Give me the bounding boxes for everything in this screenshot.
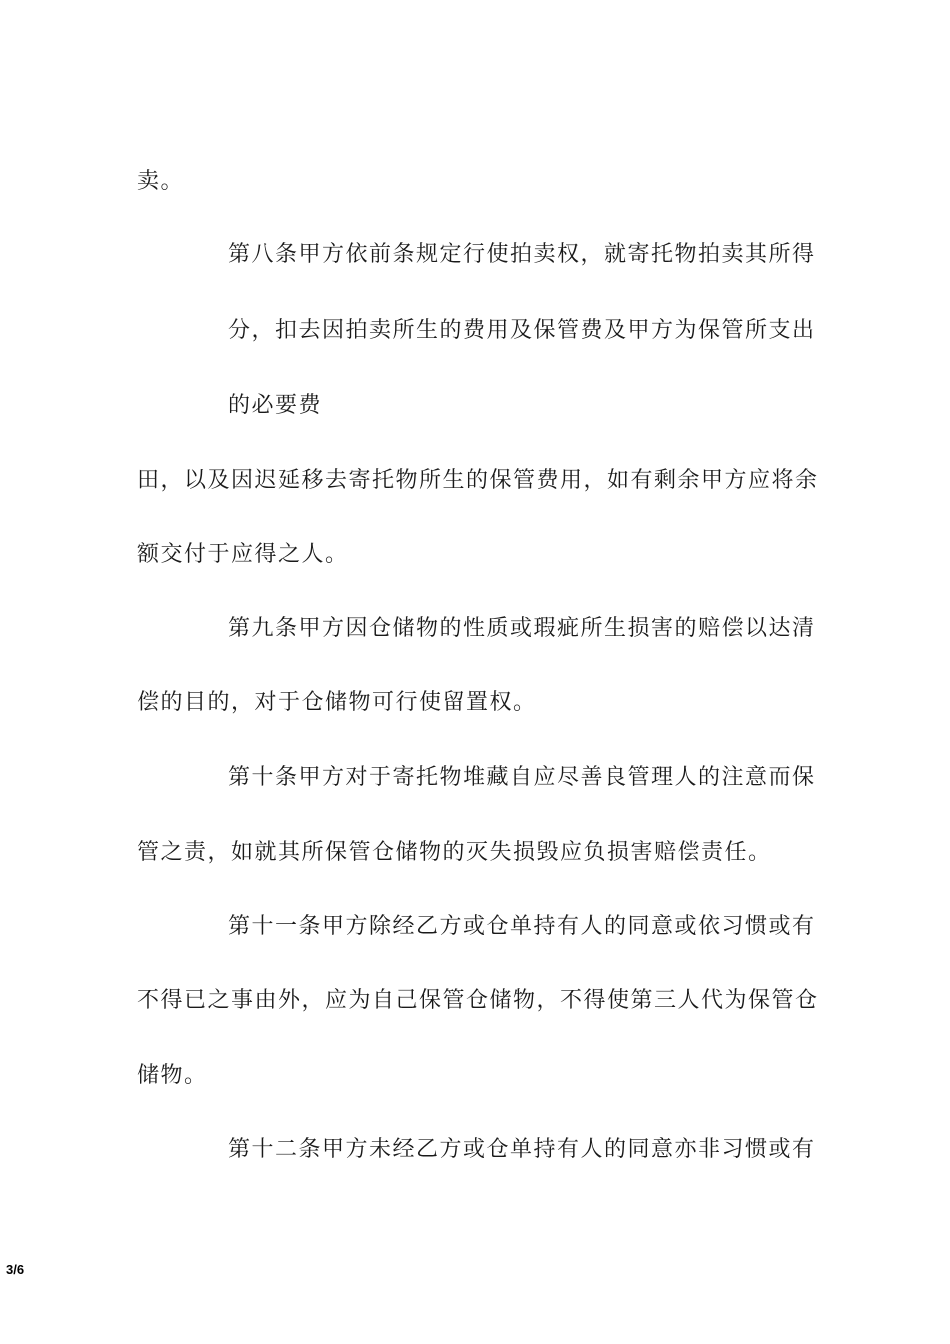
text-line-12: 不得已之事由外，应为自己保管仓储物，不得使第三人代为保管仓 — [137, 988, 819, 1013]
text-line-5: 田，以及因迟延移去寄托物所生的保管费用，如有剩余甲方应将余 — [137, 468, 819, 493]
text-line-7: 第九条甲方因仓储物的性质或瑕疵所生损害的赔偿以达清 — [228, 616, 816, 641]
text-line-9: 第十条甲方对于寄托物堆藏自应尽善良管理人的注意而保 — [228, 765, 816, 790]
text-line-11: 第十一条甲方除经乙方或仓单持有人的同意或依习惯或有 — [228, 914, 816, 939]
text-line-8: 偿的目的，对于仓储物可行使留置权。 — [137, 690, 537, 715]
text-line-2: 第八条甲方依前条规定行使拍卖权，就寄托物拍卖其所得 — [228, 242, 816, 267]
text-line-4: 的必要费 — [228, 393, 323, 418]
text-line-14: 第十二条甲方未经乙方或仓单持有人的同意亦非习惯或有 — [228, 1137, 816, 1162]
page-number: 3/6 — [6, 1262, 25, 1277]
text-line-6: 额交付于应得之人。 — [137, 542, 349, 567]
text-line-3: 分，扣去因拍卖所生的费用及保管费及甲方为保管所支出 — [228, 318, 816, 343]
text-line-10: 管之责，如就其所保管仓储物的灭失损毁应负损害赔偿责任。 — [137, 840, 772, 865]
text-line-13: 储物。 — [137, 1063, 208, 1088]
text-line-1: 卖。 — [137, 169, 185, 194]
